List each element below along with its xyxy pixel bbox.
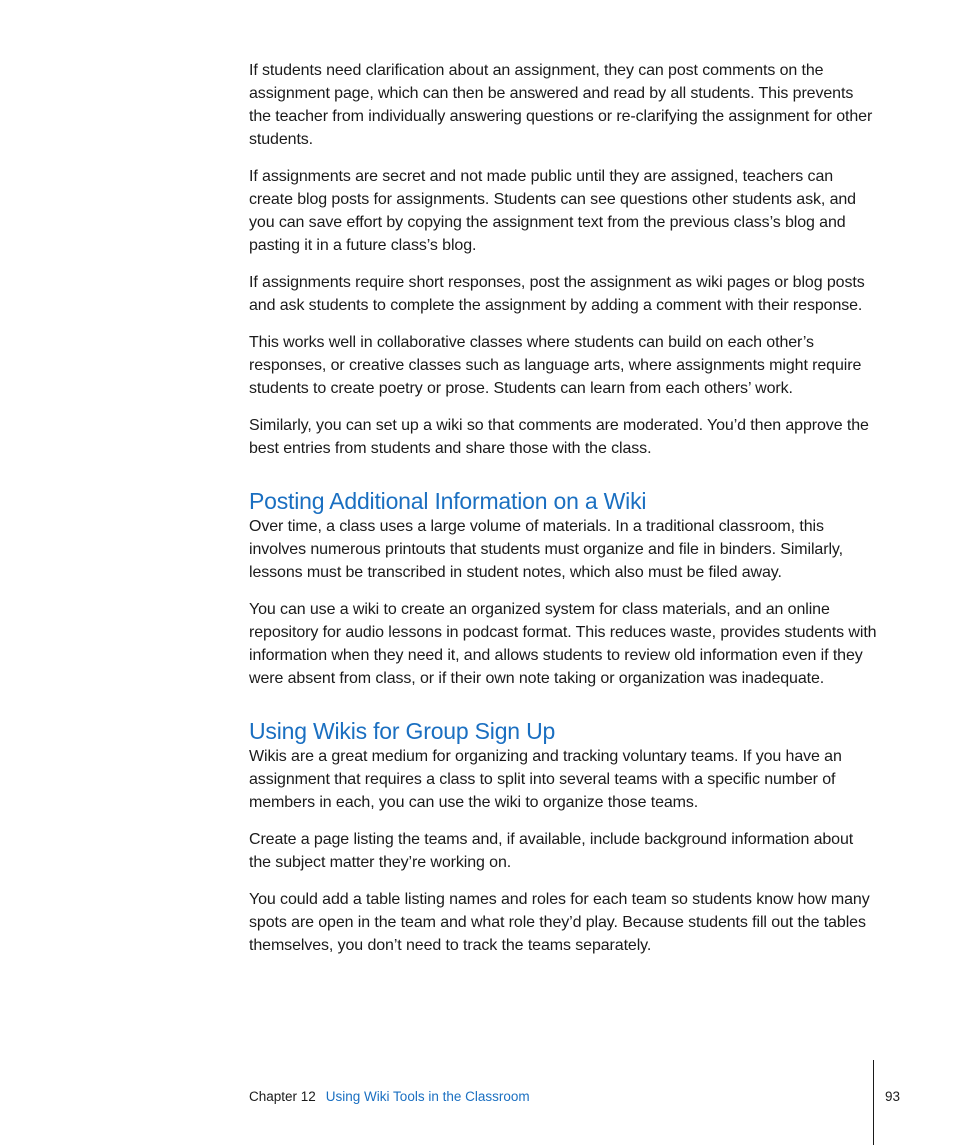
page-number: 93 [885, 1089, 901, 1104]
body-paragraph: Similarly, you can set up a wiki so that comments are moderated. You’d then approve the best entries from students and share those with the class. [249, 417, 869, 457]
body-paragraph: Over time, a class uses a large volume of materials. In a traditional classroom, this involves numerous printouts that students must organize and file in binders. Similarly, lessons must be transcribed in student notes, which also must be filed away. [249, 518, 843, 581]
page-content [249, 59, 879, 971]
body-paragraph: If students need clarification about an assignment, they can post comments on the assignment page, which can then be answered and read by all students. This prevents the teacher from individually answering questions or re-clarifying the assignment for other students. [249, 62, 873, 148]
chapter-label: Chapter 12 [249, 1089, 316, 1104]
body-paragraph: This works well in collaborative classes where students can build on each other’s responses, or creative classes such as language arts, where assignments might require students to create poetry or prose. Students can learn from each others’ work. [249, 334, 862, 397]
section-posting-info [249, 487, 879, 690]
footer-divider [873, 1060, 874, 1145]
section-group-signup [249, 717, 879, 957]
body-paragraph: You could add a table listing names and roles for each team so students know how many spots are open in the team and what role they’d play. Because students fill out the tables themselves, you don’t need to track the teams separately. [249, 891, 870, 954]
body-paragraph: Create a page listing the teams and, if available, include background information about the subject matter they’re working on. [249, 831, 854, 871]
page-footer [249, 1087, 530, 1107]
body-paragraph: If assignments require short responses, post the assignment as wiki pages or blog posts and ask students to complete the assignment by adding a comment with their response. [249, 274, 865, 314]
chapter-title-link[interactable]: Using Wiki Tools in the Classroom [325, 1089, 530, 1104]
body-paragraph: You can use a wiki to create an organized system for class materials, and an online repository for audio lessons in podcast format. This reduces waste, provides students with information when they need it, and allows students to review old information even if they were absent from class, or if their own note taking or organization was inadequate. [249, 601, 877, 687]
body-paragraph: Wikis are a great medium for organizing and tracking voluntary teams. If you have an assignment that requires a class to split into several teams with a specific number of members in each, you can use the wiki to organize those teams. [249, 748, 842, 811]
body-paragraph: If assignments are secret and not made public until they are assigned, teachers can create blog posts for assignments. Students can see questions other students ask, and you can save effort by copying the assignment text from the previous class’s blog and pasting it in a future class’s blog. [249, 168, 856, 254]
section-heading: Posting Additional Information on a Wiki [249, 488, 647, 514]
section-heading: Using Wikis for Group Sign Up [249, 718, 556, 744]
